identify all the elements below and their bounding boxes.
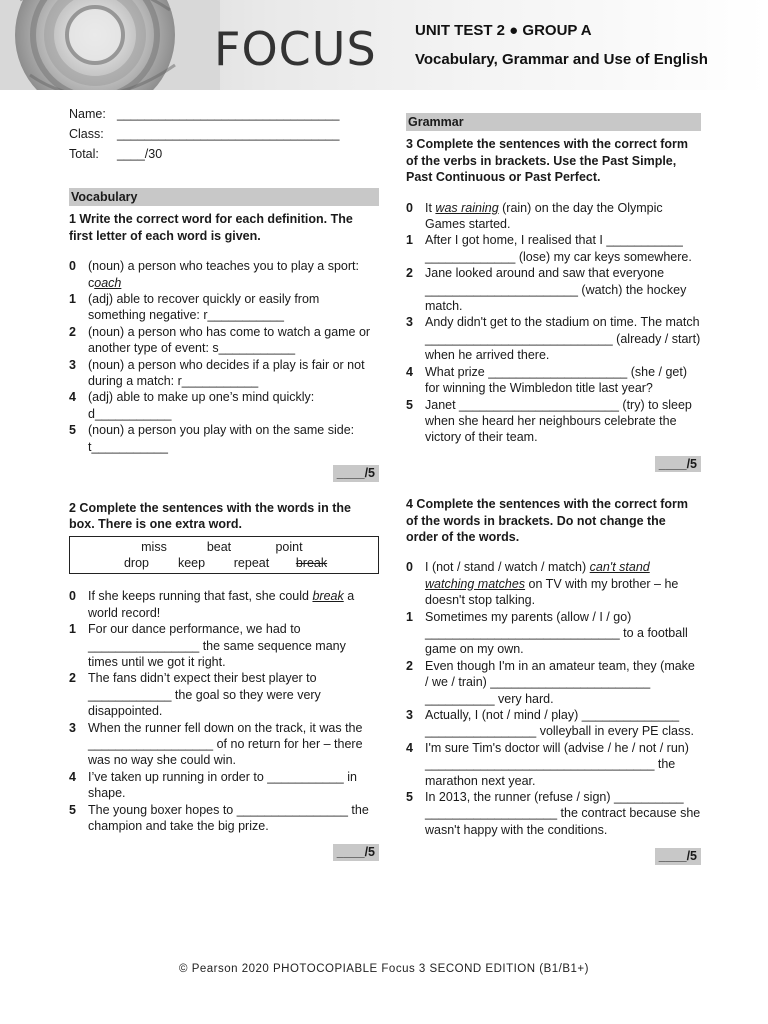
question-item — [406, 364, 701, 397]
question-item — [69, 324, 379, 357]
ex1-score-row — [69, 465, 379, 481]
vocabulary-heading: Vocabulary — [69, 188, 379, 206]
question-number: 4 — [406, 740, 413, 755]
ex3-items — [406, 200, 701, 446]
ex3-score[interactable]: ____/5 — [655, 456, 701, 472]
focus-logo-graphic — [0, 0, 220, 90]
class-row — [69, 126, 379, 146]
question-number: 2 — [406, 658, 413, 673]
example-answer: can't stand watching matches — [425, 560, 650, 591]
word-box — [69, 536, 379, 574]
example-answer: was raining — [435, 200, 499, 215]
question-text[interactable] — [88, 670, 379, 719]
word-box-word: beat — [206, 540, 232, 555]
question-text-pre: When the runner fell down on the track, it was the __________________ of no return for her – there was no way she could win. — [88, 720, 363, 768]
question-item — [69, 389, 379, 422]
unit-subtitle: Vocabulary, Grammar and Use of English — [415, 51, 708, 68]
page-header — [0, 0, 768, 90]
example-answer: oach — [94, 275, 122, 290]
word-box-word: drop — [123, 556, 150, 571]
question-text-pre: I'm sure Tim's doctor will (advise / he / not / run) _________________________________ the marathon next year. — [425, 740, 689, 788]
word-box-word: miss — [141, 540, 167, 555]
question-number: 5 — [69, 423, 76, 438]
question-item — [406, 200, 701, 233]
question-number: 1 — [406, 609, 413, 624]
ex4-items — [406, 559, 701, 838]
question-item — [69, 258, 379, 291]
ex4-score[interactable]: ____/5 — [655, 848, 701, 864]
question-item — [406, 740, 701, 789]
left-column — [69, 106, 379, 861]
question-text-pre: What prize ____________________ (she / get) for winning the Wimbledon title last year? — [425, 364, 687, 396]
question-text-pre: Actually, I (not / mind / play) ______________ ________________ volleyball in every PE class. — [425, 708, 694, 739]
question-number: 5 — [406, 397, 413, 412]
class-label: Class: — [69, 127, 104, 141]
word-box-word: repeat — [233, 556, 270, 571]
question-text-pre: (noun) a person who has come to watch a game or another type of event: s___________ — [88, 324, 371, 356]
question-number: 1 — [406, 233, 413, 248]
grammar-heading: Grammar — [406, 113, 701, 131]
question-text-pre: Jane looked around and saw that everyone ______________________ (watch) the hockey match. — [425, 266, 687, 314]
brand-logo-text: FOCUS — [214, 22, 377, 76]
total-field[interactable]: ____/30 — [117, 147, 163, 161]
word-box-struck-word: break — [295, 556, 328, 571]
question-text-pre: (noun) a person who teaches you to play a sport: c — [88, 259, 359, 290]
question-number: 3 — [69, 357, 76, 372]
ex4-instruction: 4 Complete the sentences with the correct form of the words in brackets. Do not change the order of the words. — [406, 497, 689, 544]
question-item — [406, 265, 701, 314]
question-number: 4 — [69, 769, 76, 784]
question-number: 1 — [69, 292, 76, 307]
question-text-post: a world record! — [88, 589, 355, 620]
name-label: Name: — [69, 107, 106, 121]
question-text-pre: Even though I'm in an amateur team, they (make / we / train) _______________________ __________ very hard. — [425, 658, 695, 706]
question-text[interactable] — [88, 621, 379, 670]
question-text[interactable] — [425, 200, 701, 233]
ex1-score[interactable]: ____/5 — [333, 465, 379, 481]
question-item — [69, 621, 379, 670]
question-text-pre: Sometimes my parents (allow / I / go) ____________________________ to a football game on my own. — [425, 609, 688, 657]
word-box-row-1 — [70, 539, 378, 555]
question-text[interactable] — [425, 314, 701, 363]
question-item — [69, 588, 379, 621]
question-text[interactable] — [88, 588, 379, 621]
right-column — [406, 113, 701, 865]
question-number: 5 — [69, 802, 76, 817]
name-row — [69, 106, 379, 126]
question-text[interactable] — [425, 658, 701, 707]
question-number: 3 — [406, 708, 413, 722]
question-item — [406, 314, 701, 363]
example-answer: break — [312, 589, 344, 604]
question-text-pre: If she keeps running that fast, she could — [88, 589, 313, 604]
name-field[interactable]: ________________________________ — [117, 107, 340, 121]
question-number: 1 — [69, 622, 76, 637]
question-number: 0 — [406, 200, 413, 215]
question-item — [69, 670, 379, 719]
question-text[interactable] — [88, 389, 379, 422]
question-text-pre: I (not / stand / watch / match) — [425, 560, 590, 575]
ex2-items — [69, 588, 379, 834]
question-text[interactable] — [88, 422, 379, 455]
question-text-pre: After I got home, I realised that I ___________ _____________ (lose) my car keys somewhere. — [425, 233, 692, 264]
ex1-instruction: 1 Write the correct word for each definition. The first letter of each word is given. — [69, 212, 353, 243]
ex3-score-row — [406, 456, 701, 472]
question-text[interactable] — [425, 364, 701, 397]
question-text-pre: It — [425, 200, 436, 215]
question-text[interactable] — [425, 232, 701, 265]
question-text[interactable] — [425, 397, 701, 446]
question-item — [406, 658, 701, 707]
question-number: 4 — [69, 390, 76, 405]
question-item — [406, 609, 701, 658]
ex4-score-row — [406, 848, 701, 864]
question-text-post: (rain) on the day the Olympic Games started. — [425, 200, 663, 232]
word-box-row-2 — [70, 555, 378, 571]
ex2-instruction: 2 Complete the sentences with the words in the box. There is one extra word. — [69, 500, 351, 531]
question-item — [406, 397, 701, 446]
question-text-pre: The fans didn’t expect their best player to ____________ the goal so they were very disappointed. — [88, 671, 321, 719]
question-text-pre: (adj) able to make up one’s mind quickly: d___________ — [88, 390, 315, 421]
question-text-pre: (adj) able to recover quickly or easily from something negative: r___________ — [88, 292, 320, 323]
question-text[interactable] — [425, 265, 701, 314]
question-text[interactable] — [88, 324, 379, 357]
ex3-instruction: 3 Complete the sentences with the correct form of the verbs in brackets. Use the Past Simple, Past Continuous or Past Perfect. — [406, 137, 689, 185]
question-number: 3 — [69, 720, 76, 735]
question-number: 3 — [406, 315, 413, 330]
question-item — [69, 769, 379, 802]
word-box-word: keep — [177, 556, 206, 571]
question-text-pre: The young boxer hopes to ________________ the champion and take the big prize. — [88, 802, 369, 833]
class-field[interactable]: ________________________________ — [117, 127, 340, 141]
question-item — [69, 720, 379, 769]
question-text-pre: (noun) a person who decides if a play is fair or not during a match: r___________ — [88, 357, 365, 389]
page-footer: © Pearson 2020 PHOTOCOPIABLE Focus 3 SECOND EDITION (B1/B1+) — [179, 963, 589, 975]
question-text[interactable] — [88, 258, 379, 291]
question-text[interactable] — [88, 291, 379, 324]
question-text[interactable] — [425, 609, 701, 658]
unit-title: UNIT TEST 2 ● GROUP A — [415, 22, 592, 39]
question-text-pre: Janet _______________________ (try) to sleep when she heard her neighbours celebrate the victory of their team. — [425, 397, 692, 445]
question-item — [69, 802, 379, 835]
question-item — [406, 707, 701, 740]
question-number: 4 — [406, 364, 413, 379]
question-number: 2 — [69, 671, 76, 686]
question-text-pre: Andy didn't get to the stadium on time. The match ___________________________ (already / start) when he arrived there. — [425, 315, 701, 363]
question-text[interactable] — [88, 769, 379, 802]
question-item — [406, 789, 701, 838]
question-item — [406, 232, 701, 265]
question-text-pre: (noun) a person you play with on the same side: t___________ — [88, 423, 355, 454]
question-item — [69, 357, 379, 390]
question-number: 0 — [69, 589, 76, 604]
question-text[interactable] — [88, 357, 379, 390]
question-number: 0 — [69, 259, 76, 274]
word-box-word: point — [275, 540, 303, 555]
question-text-post: on TV with my brother – he doesn't stop talking. — [425, 576, 679, 608]
question-text[interactable] — [425, 740, 701, 789]
ex1-items — [69, 258, 379, 455]
ex2-score[interactable]: ____/5 — [333, 844, 379, 860]
question-item — [69, 291, 379, 324]
question-text[interactable] — [425, 789, 701, 838]
question-text-pre: In 2013, the runner (refuse / sign) __________ ___________________ the contract because she wasn't happy with the conditions. — [425, 790, 701, 837]
question-number: 2 — [406, 266, 413, 281]
question-text[interactable] — [425, 707, 701, 740]
question-item — [69, 422, 379, 455]
question-text-pre: For our dance performance, we had to ________________ the same sequence many times until we got it right. — [88, 622, 346, 669]
question-text[interactable] — [88, 720, 379, 769]
question-number: 0 — [406, 560, 413, 575]
total-row — [69, 146, 379, 166]
ex2-score-row — [69, 844, 379, 860]
question-number: 2 — [69, 324, 76, 339]
question-number: 5 — [406, 790, 413, 805]
question-text[interactable] — [88, 802, 379, 835]
question-text-pre: I’ve taken up running in order to ___________ in shape. — [88, 769, 357, 801]
question-item — [406, 559, 701, 608]
total-label: Total: — [69, 147, 99, 161]
question-text[interactable] — [425, 559, 701, 608]
